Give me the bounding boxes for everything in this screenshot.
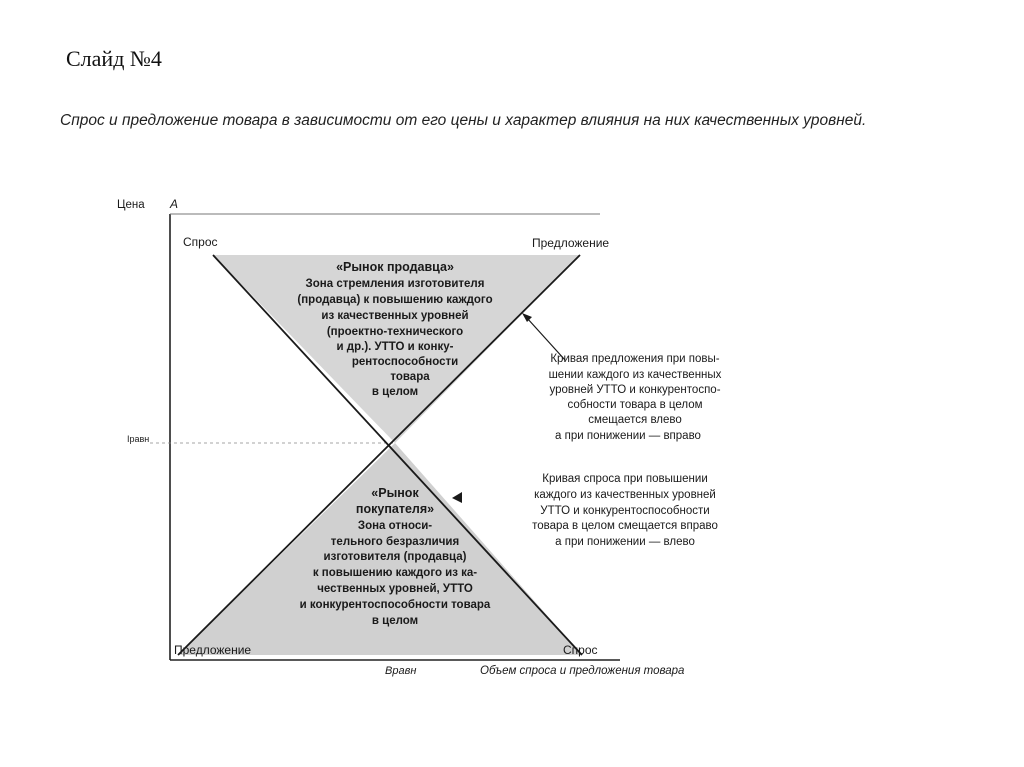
y-axis-letter: А bbox=[170, 197, 179, 211]
supply-note-line: собности товара в целом bbox=[567, 399, 703, 411]
demand-note-arrowhead bbox=[452, 492, 462, 503]
seller-market-line: и др.). УТТО и конку- bbox=[336, 341, 454, 353]
demand-note-line: УТТО и конкурентоспособности bbox=[540, 505, 710, 517]
supply-bottom-label: Предложение bbox=[174, 643, 252, 657]
equilibrium-price-marker: Iравн bbox=[127, 434, 150, 444]
equilibrium-volume-marker: Вравн bbox=[385, 665, 417, 677]
buyer-market-line: тельного безразличия bbox=[330, 536, 460, 548]
buyer-market-line: Зона относи- bbox=[357, 520, 433, 532]
buyer-market-line: в целом bbox=[371, 615, 419, 627]
demand-note-line: каждого из качественных уровней bbox=[534, 489, 716, 501]
y-axis-label: Цена bbox=[117, 199, 145, 211]
seller-market-line: (продавца) к повышению каждого bbox=[297, 294, 493, 306]
supply-note-arrowhead bbox=[522, 313, 532, 322]
demand-note bbox=[532, 473, 718, 548]
buyer-market-line: изготовителя (продавца) bbox=[323, 551, 467, 563]
seller-market-title: «Рынок продавца» bbox=[336, 260, 454, 274]
buyer-market-title: покупателя» bbox=[355, 502, 435, 516]
demand-note-line: товара в целом смещается вправо bbox=[532, 520, 718, 532]
supply-note-line: а при понижении — вправо bbox=[555, 430, 701, 442]
supply-note-line: смещается влево bbox=[588, 414, 682, 426]
slide-subtitle: Спрос и предложение товара в зависимости от его цены и характер влияния на них качественных уровней. bbox=[60, 112, 867, 129]
seller-market-line: Зона стремления изготовителя bbox=[305, 278, 485, 290]
buyer-market-line: и конкурентоспособности товара bbox=[299, 599, 491, 611]
buyer-market-title: «Рынок bbox=[371, 486, 419, 500]
seller-market-line: рентоспособности bbox=[351, 356, 459, 368]
seller-market-line: в целом bbox=[371, 386, 419, 398]
supply-note bbox=[549, 353, 722, 442]
demand-note-line: Кривая спроса при повышении bbox=[542, 473, 708, 485]
supply-top-label: Предложение bbox=[532, 236, 610, 250]
demand-note-line: а при понижении — влево bbox=[555, 536, 695, 548]
buyer-market-line: к повышению каждого из ка- bbox=[312, 567, 478, 579]
seller-market-line: товара bbox=[390, 371, 430, 383]
seller-market-line: из качественных уровней bbox=[321, 310, 469, 322]
demand-top-label: Спрос bbox=[183, 235, 218, 249]
seller-market-line: (проектно-технического bbox=[326, 326, 464, 338]
buyer-market-text bbox=[300, 486, 491, 627]
buyer-market-line: чественных уровней, УТТО bbox=[317, 583, 473, 595]
supply-note-line: шении каждого из качественных bbox=[548, 369, 722, 381]
supply-note-line: Кривая предложения при повы- bbox=[550, 353, 720, 365]
x-axis-label: Объем спроса и предложения товара bbox=[480, 665, 685, 677]
slide-title: Слайд №4 bbox=[66, 46, 162, 71]
demand-bottom-label: Спрос bbox=[563, 643, 598, 657]
supply-note-line: уровней УТТО и конкурентоспо- bbox=[549, 384, 721, 396]
